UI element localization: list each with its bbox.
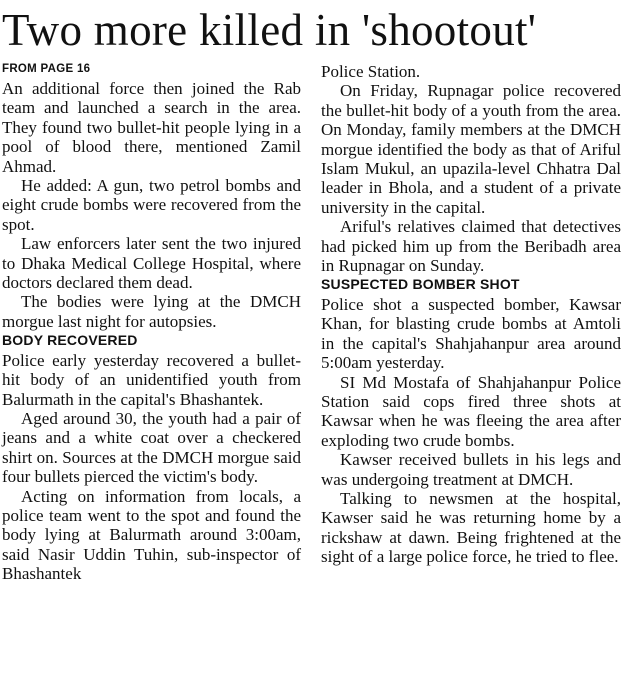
left-column (2, 62, 301, 584)
paragraph: Police Station. (321, 62, 421, 81)
paragraph: Aged around 30, the youth had a pair of jeans and a white coat over a checkered shirt on. Sources at the DMCH morgue said four bullets pierced the victim's body. (2, 408, 301, 487)
subheading-body-recovered: BODY RECOVERED (2, 332, 138, 349)
paragraph: Ariful's relatives claimed that detectives had picked him up from the Beribadh area in Rupnagar on Sunday. (321, 217, 621, 276)
paragraph: He added: A gun, two petrol bombs and eight crude bombs were recovered from the spot. (2, 176, 301, 234)
paragraph: The bodies were lying at the DMCH morgue last night for autopsies. (2, 292, 301, 331)
left-column-body (2, 79, 301, 584)
paragraph: Kawser received bullets in his legs and was undergoing treatment at DMCH. (321, 450, 621, 489)
headline: Two more killed in 'shootout' (2, 5, 537, 55)
jump-line: FROM PAGE 16 (2, 63, 91, 75)
paragraph: Talking to newsmen at the hospital, Kawser said he was returning home by a rickshaw at dawn. Being frightened at the sight of a large police force, he tried to flee. (321, 488, 621, 567)
paragraph: Police shot a suspected bomber, Kawsar Khan, for blasting crude bombs at Amtoli in the capital's Shahjahanpur area around 5:00am yesterday. (321, 294, 621, 373)
paragraph: Acting on information from locals, a police team went to the spot and found the body lying at Balurmath around 3:00am, said Nasir Uddin Tuhin, sub-inspector of Bhashantek (2, 486, 301, 584)
paragraph: An additional force then joined the Rab team and launched a search in the area. They found two bullet-hit people lying in a pool of blood there, mentioned Zamil Ahmad. (2, 79, 301, 176)
paragraph: Police early yesterday recovered a bullet-hit body of an unidentified youth from Balurmath in the capital's Bhashantek. (2, 350, 301, 409)
right-column (321, 62, 621, 567)
paragraph: Law enforcers later sent the two injured to Dhaka Medical College Hospital, where doctors declared them dead. (2, 234, 301, 293)
paragraph: On Friday, Rupnagar police recovered the bullet-hit body of a youth from the area. On Monday, family members at the DMCH morgue identified the body as that of Ariful Islam Mukul, an upazila-level Chhatra Dal leader in Bhola, and a student of a private university in the capital. (321, 81, 621, 217)
subheading-suspected-bomber-shot: SUSPECTED BOMBER SHOT (321, 276, 520, 293)
paragraph: SI Md Mostafa of Shahjahanpur Police Station said cops fired three shots at Kawsar when he was fleeing the area after exploding two crude bombs. (321, 372, 621, 450)
